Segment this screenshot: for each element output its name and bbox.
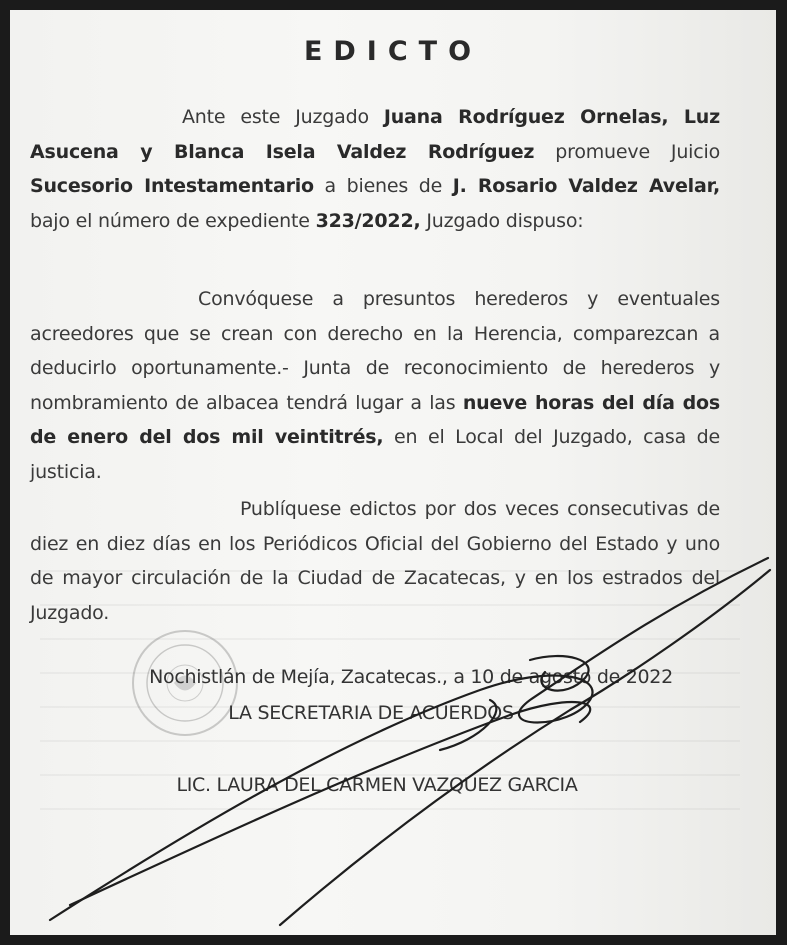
paragraph-1	[30, 100, 720, 238]
closing-place-date: Nochistlán de Mejía, Zacatecas., a 10 de agosto de 2022	[149, 666, 673, 688]
p1-juicio-type: Sucesorio Intestamentario	[30, 175, 314, 197]
p3-text-1: Publíquese edictos por dos veces consecutivas de diez en diez días en los Periódicos Oficial del Gobierno del Estado y uno de mayor circulación de la Ciudad de Zacatecas, y en los estrados del Juzgado.	[30, 498, 720, 624]
p2-hearing-date: nueve horas del día dos de enero del dos mil veintitrés,	[30, 391, 720, 448]
document-title: EDICTO	[303, 36, 483, 67]
paragraph-2	[30, 282, 720, 489]
p1-promoventes: Juana Rodríguez Ornelas, Luz Asucena y Blanca Isela Valdez Rodríguez	[30, 106, 720, 163]
p1-text-1: Ante este Juzgado	[182, 106, 384, 128]
paragraph-3	[30, 492, 720, 630]
closing-role: LA SECRETARIA DE ACUERDOS	[228, 702, 514, 724]
closing-signatory-name: LIC. LAURA DEL CARMEN VAZQUEZ GARCIA	[176, 774, 578, 796]
p1-text-2: promueve Juicio	[534, 140, 720, 163]
p2-text-2: en el Local del Juzgado, casa de justicia.	[30, 426, 720, 483]
p1-deceased-name: J. Rosario Valdez Avelar,	[452, 175, 720, 197]
document-page	[10, 10, 776, 935]
p1-text-5: Juzgado dispuso:	[420, 209, 584, 232]
p2-text-1: Convóquese a presuntos herederos y eventuales acreedores que se crean con derecho en la Herencia, comparezcan a deducirlo oportunamente.- Junta de reconocimiento de herederos y nombramiento de albacea tendrá lugar a las	[30, 288, 720, 414]
p1-expediente-number: 323/2022,	[315, 209, 421, 232]
p1-text-4: bajo el número de expediente	[30, 209, 316, 232]
p1-text-3: a bienes de	[313, 175, 453, 197]
